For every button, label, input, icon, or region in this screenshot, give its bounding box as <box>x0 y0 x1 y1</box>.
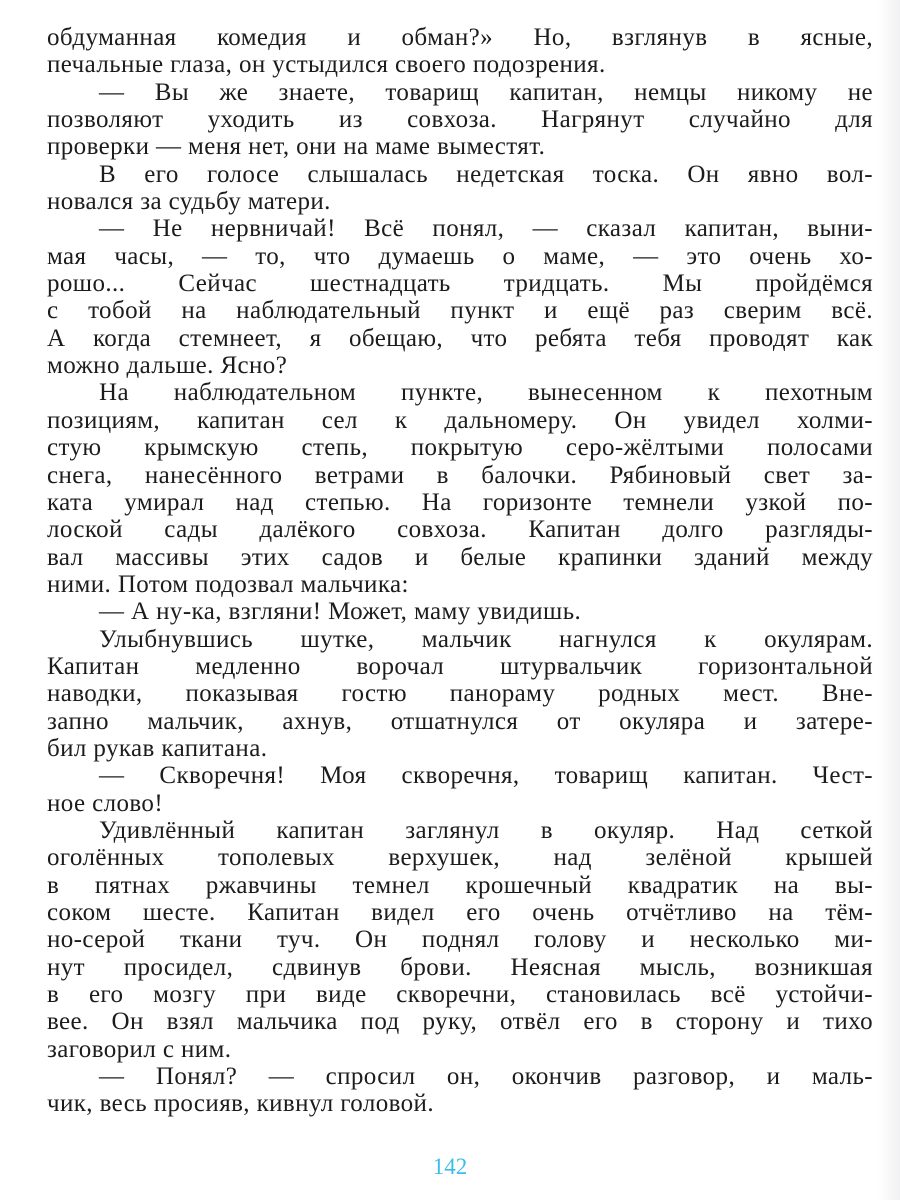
text-line: — А ну-ка, взгляни! Может, маму увидишь. <box>99 598 582 626</box>
text-line: Улыбнувшись шутке, мальчик нагнулся к окулярам. <box>99 625 873 653</box>
text-line: вее. Он взял мальчика под руку, отвёл его в сторону и тихо <box>47 1008 873 1036</box>
text-line: нут просидел, сдвинув брови. Неясная мысль, возникшая <box>47 953 873 981</box>
text-line: В его голосе слышалась недетская тоска. Он явно вол- <box>99 160 873 188</box>
text-line: запно мальчик, ахнув, отшатнулся от окуляра и затере- <box>47 707 873 735</box>
text-line: мая часы, — то, что думаешь о маме, — это очень хо- <box>47 242 873 270</box>
text-line: оголённых тополевых верхушек, над зелёной крышей <box>47 844 873 872</box>
text-line: проверки — меня нет, они на маме выместят. <box>47 133 546 161</box>
text-line: вал массивы этих садов и белые крапинки зданий между <box>47 543 873 571</box>
text-line: соком шесте. Капитан видел его очень отчётливо на тём- <box>47 899 873 926</box>
text-line: в пятнах ржавчины темнел крошечный квадратик на вы- <box>47 871 873 899</box>
text-line: но-серой ткани туч. Он поднял голову и несколько ми- <box>47 926 873 954</box>
body-text <box>47 24 873 1118</box>
text-line: новался за судьбу матери. <box>47 188 331 216</box>
text-line: — Понял? — спросил он, окончив разговор, и маль- <box>99 1063 873 1091</box>
text-line: ное слово! <box>47 789 164 817</box>
text-line: позволяют уходить из совхоза. Нагрянут случайно для <box>47 106 873 134</box>
text-line: бил рукав капитана. <box>47 734 268 762</box>
text-line: позициям, капитан сел к дальномеру. Он увидел холми- <box>47 406 873 434</box>
text-line: — Не нервничай! Всё понял, — сказал капитан, выни- <box>99 215 873 243</box>
text-line: снега, нанесённого ветрами в балочки. Рябиновый свет за- <box>47 461 873 489</box>
text-line: обдуманная комедия и обман?» Но, взглянув в ясные, <box>47 24 873 51</box>
text-line: лоской сады далёкого совхоза. Капитан долго разгляды- <box>47 516 873 544</box>
text-line: рошо... Сейчас шестнадцать тридцать. Мы пройдёмся <box>47 270 873 298</box>
text-line: стую крымскую степь, покрытую серо-жёлтыми полосами <box>47 434 873 462</box>
text-line: Удивлённый капитан заглянул в окуляр. Над сеткой <box>99 816 873 844</box>
text-line: печальные глаза, он устыдился своего подозрения. <box>47 51 606 79</box>
text-line: ними. Потом подозвал мальчика: <box>47 570 409 598</box>
text-line: А когда стемнеет, я обещаю, что ребята тебя проводят как <box>47 324 873 352</box>
text-line: наводки, показывая гостю панораму родных мест. Вне- <box>47 680 873 708</box>
text-line: — Вы же знаете, товарищ капитан, немцы никому не <box>99 78 873 106</box>
text-line: с тобой на наблюдательный пункт и ещё раз сверим всё. <box>47 297 873 325</box>
text-line: можно дальше. Ясно? <box>47 352 288 380</box>
text-line: в его мозгу при виде скворечни, становилась всё устойчи- <box>47 981 873 1009</box>
page-number: 142 <box>432 1154 468 1179</box>
text-line: чик, весь просияв, кивнул головой. <box>47 1090 434 1118</box>
text-line: ката умирал над степью. На горизонте темнели узкой по- <box>47 488 873 516</box>
text-line: заговорил с ним. <box>47 1035 232 1063</box>
text-line: — Скворечня! Моя скворечня, товарищ капитан. Чест- <box>99 762 873 790</box>
page-edge-shadow <box>878 0 900 1200</box>
text-line: Капитан медленно ворочал штурвальчик горизонтальной <box>47 652 873 680</box>
text-line: На наблюдательном пункте, вынесенном к пехотным <box>99 379 873 407</box>
